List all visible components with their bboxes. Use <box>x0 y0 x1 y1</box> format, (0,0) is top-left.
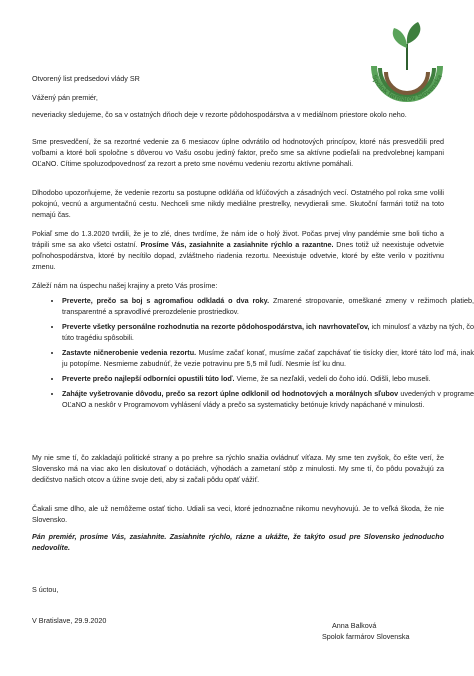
paragraph-4-plea: Prosíme Vás, zasiahnite a zasiahnite rýchlo a razantne. <box>140 240 334 249</box>
paragraph-2: Sme presvedčení, že sa rezortné vedenie za 6 mesiacov úplne odvrátilo od hodnotových princípov, ktoré nás presvedčili pred voľbami a ktoré boli spoločne s dôverou vo Vašu osobu jediný faktor, prečo sme sa aktívne podieľali na predvolebnej kampani OĽaNO. Cítime spoluzodpovednosť za rezort a preto sme novému vedeniu rezortu aktívne pomáhali. <box>32 137 444 168</box>
salutation: Vážený pán premiér, <box>32 93 98 102</box>
list-item <box>62 321 474 343</box>
logo-leaf-left <box>393 28 407 48</box>
paragraph-5: Záleží nám na úspechu našej krajiny a preto Vás prosíme: <box>32 281 218 290</box>
list-item-bold: Preverte všetky personálne rozhodnutia na rezorte pôdohospodárstva, ich navrhovateľov, <box>62 322 370 331</box>
list-item <box>62 373 474 384</box>
paragraph-4 <box>32 228 444 272</box>
closing-greeting: S úctou, <box>32 585 59 594</box>
letter-heading: Otvorený list predsedovi vlády SR <box>32 74 140 83</box>
list-item-text: Musíme začať konať, musíme začať zapchávať tie tisícky dier, ktoré táto loď má, inak ju potopíme. Nesmieme zabudnúť, že vezie potravinu pre 5,5 mil ľudí. Nesmie ísť ku dnu. <box>62 348 474 368</box>
list-item-text: ich minulosť a väzby na tých, čo túto tragédiu spôsobili. <box>62 322 474 342</box>
closing-appeal: Pán premiér, prosíme Vás, zasiahnite. Zasiahnite rýchlo, rázne a ukážte, že takýto osud pre Slovensko jednoducho nedovolíte. <box>32 532 444 552</box>
signer-name: Anna Balková <box>332 621 377 630</box>
list-item <box>62 347 474 369</box>
list-item-text: uvedených v programe OĽaNO a neskôr v Programovom vyhlásení vlády a prečo sa systematicky betónuje krivdy napáchané v minulosti. <box>62 389 474 409</box>
demands-list <box>32 295 474 414</box>
list-item-bold: Preverte, prečo sa boj s agromafiou odkladá o dva roky. <box>62 296 270 305</box>
list-item-text: Zmarené stropovanie, omeškané zmeny v režimoch platieb, transparentné a spravodlivé prerozdelenie prostriedkov. <box>62 296 474 316</box>
list-item-bold: Preverte prečo najlepší odborníci opustili túto loď. <box>62 374 235 383</box>
list-item <box>62 388 474 410</box>
logo-text: Spolok farmárov Slovenska <box>370 73 444 104</box>
paragraph-6: My nie sme tí, čo zakladajú politické strany a po prehre sa rýchlo snažia ovládnuť víťaza. My sme ten zvyšok, čo ešte verí, že Slovensko má na viac ako len diskutovať o dotáciách, výhodách a zametaní stôp z minulosti. My sme tí, čo pôdu považujú za dedičstvo našich otcov a úžine svoje deti, aby si začali pôdu opäť vážiť. <box>32 453 444 484</box>
signer-organization: Spolok farmárov Slovenska <box>322 632 410 641</box>
paragraph-3: Dlhodobo upozorňujeme, že vedenie rezortu sa postupne odkláňa od kľúčových a zásadných vecí. Ostatného pol roka sme volili pokojnú, vecnú a argumentačnú cestu. Nechceli sme nikdy mediálne prestrelky, nevydierali sme. Skutoční farmári totiž na toto nemajú čas. <box>32 188 444 219</box>
place-date: V Bratislave, 29.9.2020 <box>32 616 107 625</box>
list-item-bold: Zastavte ničnerobenie vedenia rezortu. <box>62 348 197 357</box>
paragraph-4-start: Pokiaľ sme do 1.3.2020 tvrdili, že je to zlé, dnes tvrdíme, že nám ide o holý život. Počas prvej vlny pandémie sme boli ticho a trápili sme sa ako všetci ostatní. <box>32 229 444 249</box>
list-item-text: Vieme, že sa nezľakli, vedeli do čoho idú. Odišli, lebo museli. <box>234 374 431 383</box>
paragraph-7: Čakali sme dlho, ale už nemôžeme ostať ticho. Udiali sa veci, ktoré jednoznačne nikomu nevyhovujú. Je to veľká škoda, že nie Slovensko. <box>32 504 444 524</box>
list-item-bold: Zahájte vyšetrovanie dôvodu, prečo sa rezort úplne odklonil od hodnotových a morálnych sľubov <box>62 389 399 398</box>
paragraph-4-end: Dnes totiž už neexistuje odvetvie poľnohospodárstva, ktoré by necítilo dopad, zvláštneho riadenia rezortu. Neexistuje odvetvie, ktoré by ešte verilo v pozitívnu zmenu. <box>32 240 444 271</box>
list-item <box>62 295 474 317</box>
paragraph-1: neveriacky sledujeme, čo sa v ostatných dňoch deje v rezorte pôdohospodárstva a v mediálnom priestore okolo neho. <box>32 110 407 119</box>
logo-leaf-right <box>407 22 421 44</box>
